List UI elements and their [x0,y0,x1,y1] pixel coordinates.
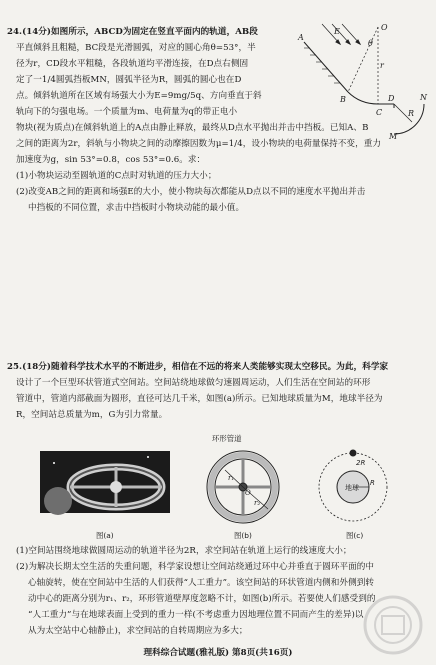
fig-c-caption: 图(c) [346,531,364,540]
fig-b-caption: 图(b) [234,531,252,540]
fig-label-B: B [340,95,346,104]
fig-a-space-station-photo [40,451,170,515]
q24-line-3: 径为r，CD段水平粗糙，各段轨道均平滑连接，在D点右侧固 [16,59,249,69]
fig-c-label-earth: 地球 [345,484,359,492]
q24-line-8: 之间的距离为2r，斜轨与小物块之间的动摩擦因数为μ=1/4，设小物块的电荷量保持不变，重力 [16,139,382,149]
fig-label-r: r [380,61,384,70]
q25-sub-1: (1)空间站围绕地球做圆周运动的轨道半径为2R，求空间站在轨道上运行的线速度大小； [16,546,352,556]
fig-label-N: N [420,93,427,102]
q25-line-1: 25.(18分)随着科学技术水平的不断进步，相信在不远的将来人类能够实现太空移民。为此，科学家 [7,362,389,372]
fig-b-label-r1: r₁ [228,474,235,482]
q24-track-diagram [296,22,428,140]
q25-sub-3: 心轴旋转，使在空间站中生活的人们获得“人工重力”。该空间站的环状管道内侧和外侧到转 [28,578,374,588]
q25-sub-4: 动中心的距离分别为r₁、r₂，环形管道壁厚度忽略不计，如图(b)所示。若要使人们感受到的 [28,594,376,604]
q25-line-4: R，空间站总质量为m，G为引力常量。 [16,410,168,420]
q24-line-2: 平直倾斜且粗糙，BC段是光滑圆弧，对应的圆心角θ=53°，半 [16,43,256,53]
fig-b-label-O: O [245,489,251,497]
q25-line-3: 管道中，管道内部截面为圆形，直径可达几千米，如图(a)所示。已知地球质量为M，地球半径为 [16,394,383,404]
fig-label-theta: θ [368,39,373,48]
q24-line-10: (1)小物块运动至圆轨道的C点时对轨道的压力大小； [16,171,217,181]
q25-sub-6: 从为太空站中心轴静止)，求空间站的自转周期应为多大； [28,626,248,636]
q24-line-12: 中挡板的不同位置，求击中挡板时小物块动能的最小值。 [28,203,245,213]
q24-line-7: 物块(视为质点)在倾斜轨道上的A点由静止释放，最终从D点水平抛出并击中挡板。已知A、B [16,123,369,133]
fig-b-title: 环形管道 [212,434,242,443]
q25-sub-5: “人工重力”与在地球表面上受到的重力一样(不考虑重力因地理位置不同而产生的差异)以 [28,610,364,620]
fig-label-E: E [334,27,340,36]
fig-b-label-r2: r₂ [254,499,261,507]
q24-line-1: 24.(14分)如图所示，ABCD为固定在竖直平面内的轨道，AB段 [7,27,258,37]
q24-line-6: 轨向下的匀强电场。一个质量为m、电荷量为q的带正电小 [16,107,238,117]
q24-line-9: 加速度为g，sin 53°=0.8，cos 53°=0.6。求： [16,155,206,165]
fig-c-label-2R: 2R [356,459,366,467]
fig-label-O: O [381,23,388,32]
fig-c-label-R: R [370,479,375,487]
q24-line-11: (2)改变AB之间的距离和场强E的大小，使小物块每次都能从D点以不同的速度水平抛出并击 [16,187,366,197]
q25-figures [38,435,398,535]
fig-a-caption: 图(a) [96,531,114,540]
q24-line-5: 点。倾斜轨道所在区域有场强大小为E=9mg/5q、方向垂直于斜 [16,91,262,101]
fig-label-C: C [376,108,383,117]
q25-line-2: 设计了一个巨型环状管道式空间站。空间站绕地球做匀速圆周运动，人们生活在空间站的环形 [16,378,371,388]
q24-line-4: 定了一1/4圆弧挡板MN，圆弧半径为R，圆弧的圆心也在D [16,75,242,85]
fig-label-R: R [408,109,415,118]
page-footer: 理科综合试题(雅礼版) 第8页(共16页) [143,648,293,658]
fig-label-A: A [298,33,304,42]
q25-sub-2: (2)为解决长期太空生活的失重问题，科学家设想让空间站绕通过环中心并垂直于圆环平面的中 [16,562,375,572]
fig-b-ring-pipe [207,451,279,523]
fig-label-M: M [389,132,398,140]
fig-label-D: D [388,94,395,103]
